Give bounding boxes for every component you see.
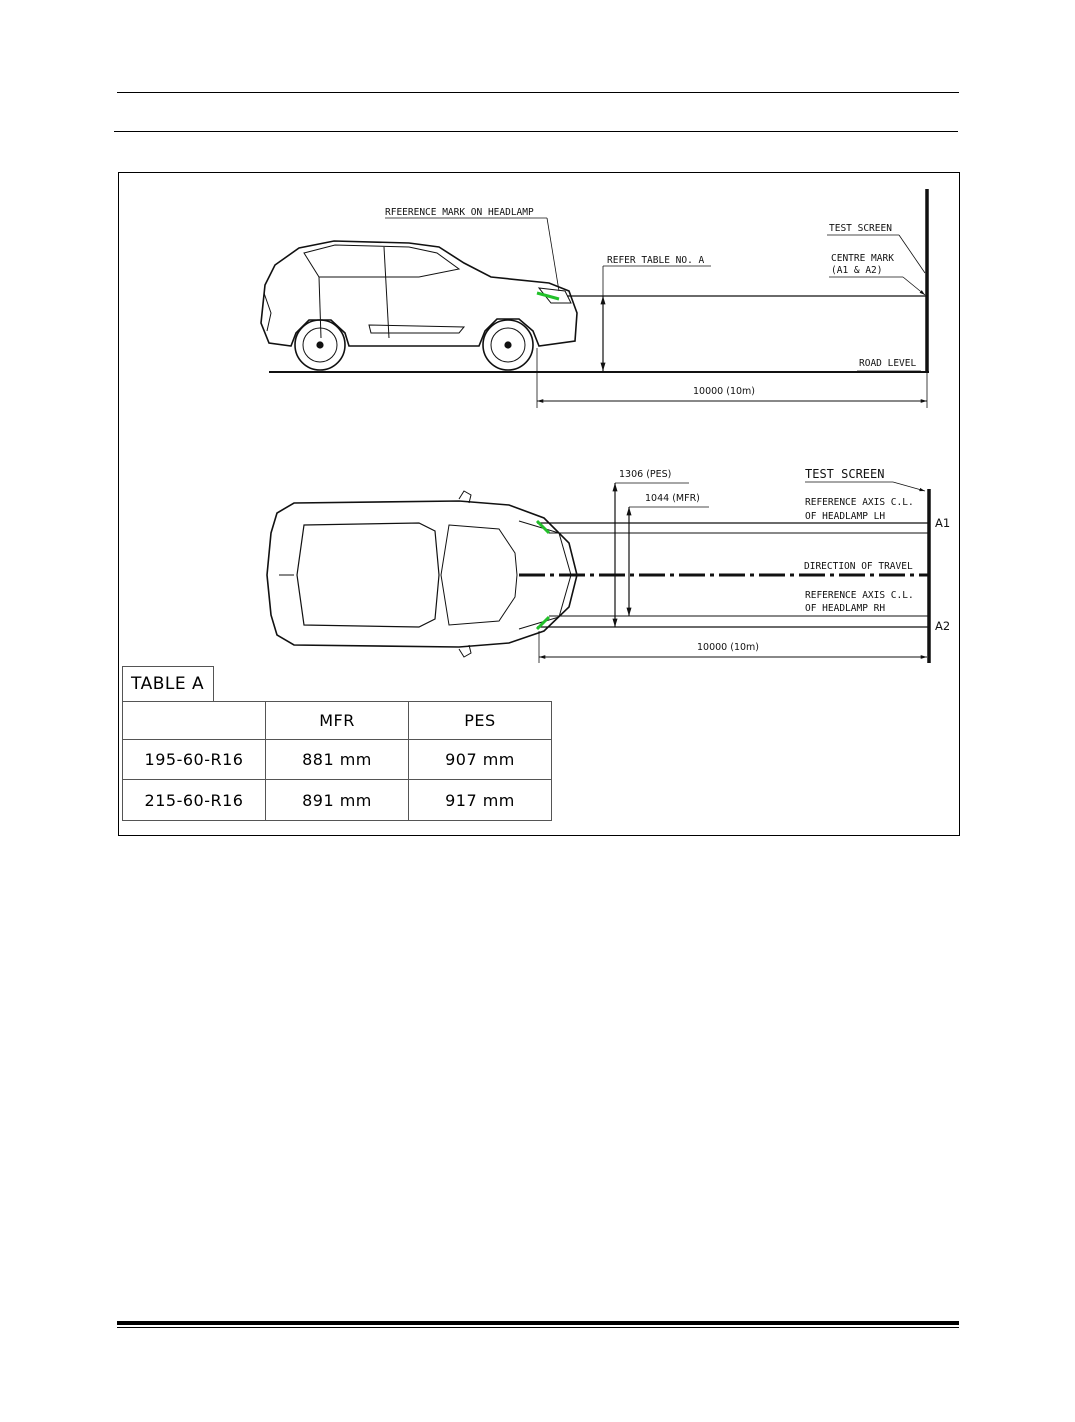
- ref-axis-rh-sub-label: OF HEADLAMP RH: [805, 603, 886, 614]
- table-row: [123, 780, 552, 821]
- car-side-icon: [261, 241, 577, 370]
- reference-mark-label: RFEERENCE MARK ON HEADLAMP: [385, 207, 534, 218]
- drawing-frame: [118, 172, 960, 836]
- road-level-label: ROAD LEVEL: [859, 358, 917, 369]
- test-screen-label-top: TEST SCREEN: [805, 467, 885, 481]
- test-screen-label-side: TEST SCREEN: [829, 223, 892, 234]
- table-cell: 891 mm: [266, 780, 409, 821]
- footer-rule-thin: [117, 1327, 959, 1328]
- centre-mark-sub-label: (A1 & A2): [831, 265, 883, 276]
- tyre-spec-table: [122, 701, 552, 821]
- mfr-dimension-label: 1044 (MFR): [645, 493, 700, 504]
- table-cell: 881 mm: [266, 740, 409, 780]
- table-header-cell: [123, 702, 266, 740]
- headlamp-mark-side: [537, 293, 559, 299]
- ref-axis-lh-sub-label: OF HEADLAMP LH: [805, 511, 886, 522]
- pes-dimension-label: 1306 (PES): [619, 469, 672, 480]
- table-row: [123, 740, 552, 780]
- direction-of-travel-label: DIRECTION OF TRAVEL: [804, 561, 913, 572]
- side-view: [261, 189, 929, 408]
- ref-axis-lh-label: REFERENCE AXIS C.L.: [805, 497, 914, 508]
- table-header-cell: MFR: [266, 702, 409, 740]
- table-header-row: [123, 702, 552, 740]
- refer-table-label: REFER TABLE NO. A: [607, 255, 705, 266]
- table-cell: 195-60-R16: [123, 740, 266, 780]
- table-header-cell: PES: [409, 702, 552, 740]
- ref-axis-rh-label: REFERENCE AXIS C.L.: [805, 590, 914, 601]
- footer-rule-thick: [117, 1321, 959, 1325]
- table-cell: 917 mm: [409, 780, 552, 821]
- distance-label-side: 10000 (10m): [693, 386, 755, 397]
- distance-label-top: 10000 (10m): [697, 642, 759, 653]
- header-rule-top: [117, 92, 959, 93]
- table-title: TABLE A: [122, 666, 214, 702]
- table-cell: 907 mm: [409, 740, 552, 780]
- top-view: [267, 482, 929, 663]
- a2-label: A2: [935, 619, 951, 633]
- centre-mark-label: CENTRE MARK: [831, 253, 894, 264]
- table-cell: 215-60-R16: [123, 780, 266, 821]
- a1-label: A1: [935, 516, 951, 530]
- header-rule-bottom: [114, 131, 958, 132]
